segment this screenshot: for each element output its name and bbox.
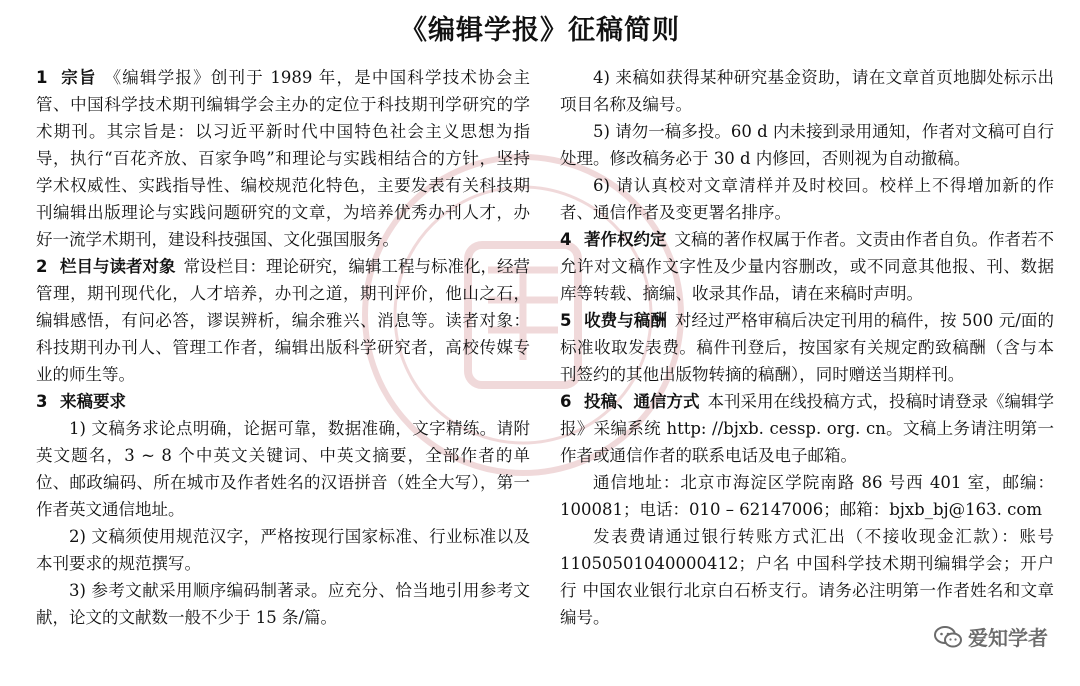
section-number: 2	[36, 257, 48, 276]
section-body: 文稿的著作权属于作者。文责由作者自负。作者若不允许对文稿作文字性及少量内容删改，或不同意其他报、刊、数据库等转载、摘编、收录其作品，请在来稿时声明。	[560, 230, 1054, 303]
section-heading: 来稿要求	[60, 392, 126, 411]
section-number: 6	[560, 392, 572, 411]
wechat-watermark	[934, 622, 1048, 651]
left-column	[36, 64, 530, 631]
section-number: 5	[560, 311, 572, 330]
fee-payment-info: 发表费请通过银行转账方式汇出（不接收现金汇款）：账号 11050501040000412；户名 中国科学技术期刊编辑学会；开户行 中国农业银行北京白石桥支行。请务必注明第一作者姓名和文章编号。	[560, 527, 1054, 627]
section-heading: 著作权约定	[584, 230, 667, 249]
requirement-item: 4) 来稿如获得某种研究基金资助，请在文章首页地脚处标示出项目名称及编号。	[560, 68, 1054, 114]
section-1	[36, 64, 530, 253]
page-title: 《编辑学报》征稿简则	[400, 15, 680, 46]
section-number: 4	[560, 230, 572, 249]
right-column	[560, 64, 1054, 631]
requirement-item: 2) 文稿须使用规范汉字，严格按现行国家标准、行业标准以及本刊要求的规范撰写。	[36, 527, 530, 573]
section-number: 1	[36, 68, 48, 87]
section-number: 3	[36, 392, 48, 411]
requirement-item: 1) 文稿务求论点明确，论据可靠，数据准确，文字精练。请附英文题名，3 ~ 8 个中英文关键词、中英文摘要，全部作者的单位、邮政编码、所在城市及作者姓名的汉语拼音（姓全大写），第一作者英文通信地址。	[36, 419, 530, 519]
requirement-item: 5) 请勿一稿多投。60 d 内未接到录用通知，作者对文稿可自行处理。修改稿务必于 30 d 内修回，否则视为自动撤稿。	[560, 122, 1054, 168]
section-heading: 宗旨	[60, 68, 97, 87]
section-heading: 栏目与读者对象	[60, 257, 176, 276]
section-5	[560, 307, 1054, 388]
section-body: 常设栏目：理论研究，编辑工程与标准化，经营管理，期刊现代化，人才培养，办刊之道，期刊评价，他山之石，编辑感悟，有问必答，谬误辨析，编余雅兴、消息等。读者对象：科技期刊办刊人、管理工作者，编辑出版科学研究者，高校传媒专业的师生等。	[36, 257, 530, 384]
requirement-item: 6) 请认真校对文章清样并及时校回。校样上不得增加新的作者、通信作者及变更署名排序。	[560, 176, 1054, 222]
section-4	[560, 226, 1054, 307]
wechat-icon	[934, 626, 962, 648]
section-heading: 收费与稿酬	[584, 311, 667, 330]
section-body: 本刊采用在线投稿方式，投稿时请登录《编辑学报》采编系统 http: //bjxb. cessp. org. cn。文稿上务请注明第一作者或通信作者的联系电话及电子邮箱。	[560, 392, 1054, 465]
section-heading: 投稿、通信方式	[584, 392, 700, 411]
watermark-text: 爱知学者	[968, 626, 1048, 650]
section-2	[36, 253, 530, 388]
section-body: 对经过严格审稿后决定刊用的稿件，按 500 元/面的标准收取发表费。稿件刊登后，按国家有关规定酌致稿酬（含与本刊签约的其他出版物转摘的稿酬），同时赠送当期样刊。	[560, 311, 1054, 384]
section-body: 《编辑学报》创刊于 1989 年，是中国科学技术协会主管、中国科学技术期刊编辑学会主办的定位于科技期刊学研究的学术期刊。其宗旨是：以习近平新时代中国特色社会主义思想为指导，执行“百花齐放、百家争鸣”和理论与实践相结合的方针，坚持学术权威性、实践指导性、编校规范化特色，主要发表有关科技期刊编辑出版理论与实践问题研究的文章，为培养优秀办刊人才，办好一流学术期刊，建设科技强国、文化强国服务。	[36, 68, 531, 249]
section-3	[36, 388, 530, 415]
section-6	[560, 388, 1054, 469]
requirement-item: 3) 参考文献采用顺序编码制著录。应充分、恰当地引用参考文献，论文的文献数一般不少于 15 条/篇。	[36, 581, 530, 627]
contact-address: 通信地址：北京市海淀区学院南路 86 号西 401 室，邮编：100081；电话：010 – 62147006；邮箱：bjxb_bj@163. com	[560, 473, 1054, 519]
